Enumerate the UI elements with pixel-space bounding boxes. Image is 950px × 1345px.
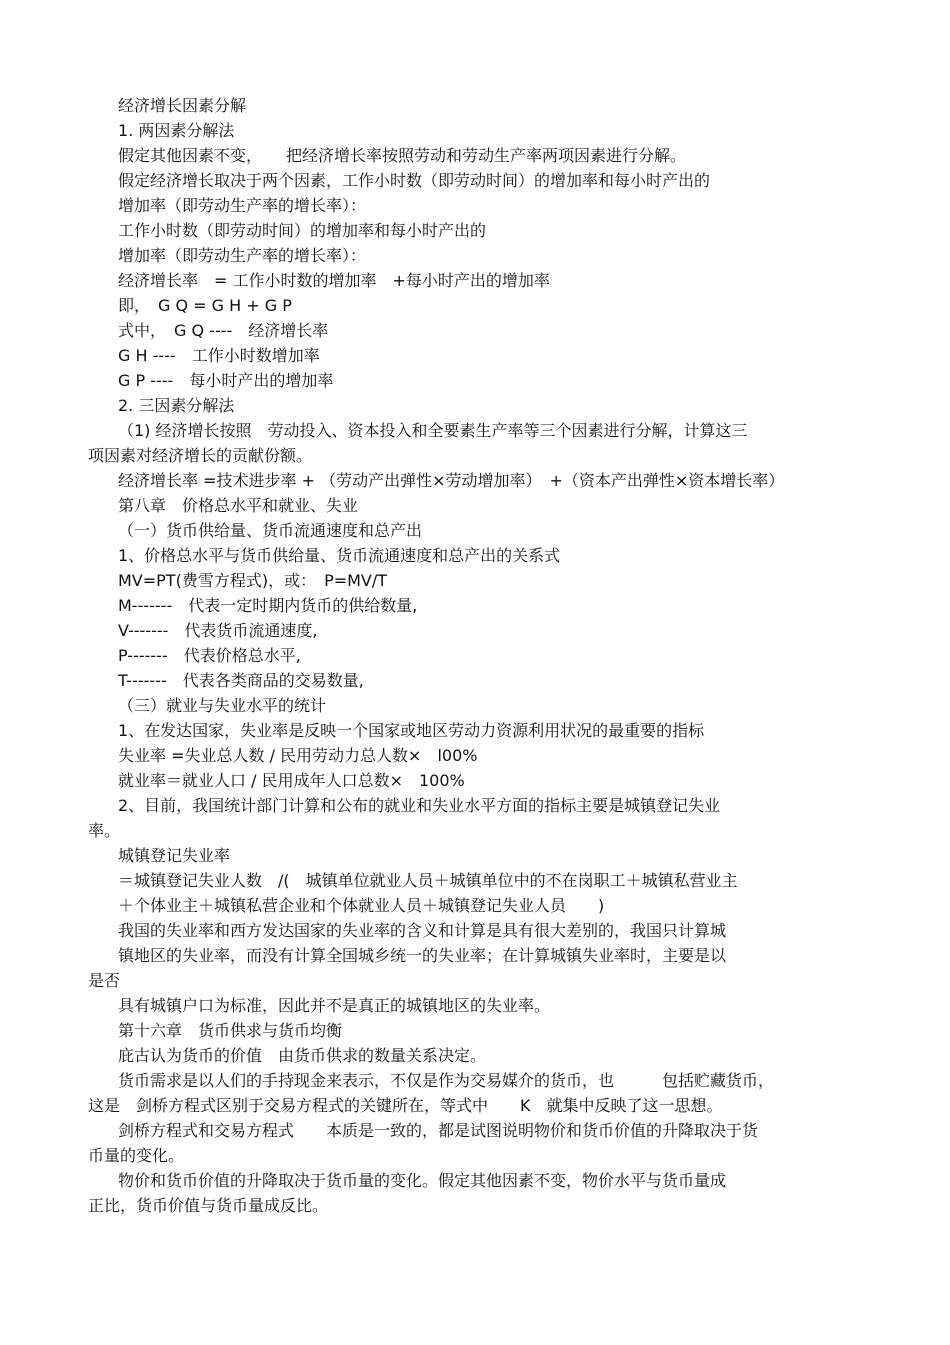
text-line: 1、在发达国家，失业率是反映一个国家或地区劳动力资源利用状况的最重要的指标: [118, 721, 705, 740]
text-line: 增加率（即劳动生产率的增长率）：: [118, 196, 367, 215]
definition-line: T------- 代表各类商品的交易数量,: [118, 671, 364, 690]
formula-line: 经济增长率 =技术进步率 + （劳动产出弹性×劳动增加率） +（资本产出弹性×资本增长率）: [118, 471, 785, 490]
text-line: 币量的变化。: [88, 1146, 185, 1165]
formula-line: ＋个体业主＋城镇私营企业和个体就业人员＋城镇登记失业人员 ): [118, 896, 605, 915]
text-line: 我国的失业率和西方发达国家的失业率的含义和计算是具有很大差别的，我国只计算城: [118, 921, 727, 940]
definition-line: M------- 代表一定时期内货币的供给数量,: [118, 596, 418, 615]
chapter-heading: 第八章 价格总水平和就业、失业: [118, 496, 359, 515]
formula-line: ＝城镇登记失业人数 /( 城镇单位就业人员＋城镇单位中的不在岗职工＋城镇私营业主: [118, 871, 738, 890]
text-line: 项因素对经济增长的贡献份额。: [88, 446, 313, 465]
definition-line: G H ---- 工作小时数增加率: [118, 346, 320, 365]
chapter-heading: 第十六章 货币供求与货币均衡: [118, 1021, 343, 1040]
text-line: 假定经济增长取决于两个因素，工作小时数（即劳动时间）的增加率和每小时产出的: [118, 171, 711, 190]
text-line: 增加率（即劳动生产率的增长率）：: [118, 246, 367, 265]
formula-line: 就业率＝就业人口 / 民用成年人口总数× 100%: [118, 771, 465, 790]
subsection-heading: 1. 两因素分解法: [118, 121, 235, 140]
text-line: 货币需求是以人们的手持现金来表示，不仅是作为交易媒介的货币，也 包括贮藏货币，: [118, 1071, 775, 1090]
text-line: 城镇登记失业率: [118, 846, 231, 865]
text-line: （1) 经济增长按照 劳动投入、资本投入和全要素生产率等三个因素进行分解，计算这三: [118, 421, 748, 440]
section-heading: 经济增长因素分解: [118, 96, 247, 115]
text-line: 剑桥方程式和交易方程式 本质是一致的，都是试图说明物价和货币价值的升降取决于货: [118, 1121, 759, 1140]
text-line: 2、目前，我国统计部门计算和公布的就业和失业水平方面的指标主要是城镇登记失业: [118, 796, 721, 815]
text-line: 庇古认为货币的价值 由货币供求的数量关系决定。: [118, 1046, 487, 1065]
subsection-heading: （一）货币供给量、货币流通速度和总产出: [118, 521, 423, 540]
formula-line: 经济增长率 = 工作小时数的增加率 +每小时产出的增加率: [118, 271, 550, 290]
definition-line: V------- 代表货币流通速度,: [118, 621, 318, 640]
text-line: 具有城镇户口为标准，因此并不是真正的城镇地区的失业率。: [118, 996, 551, 1015]
text-line: 这是 剑桥方程式区别于交易方程式的关键所在，等式中 K 就集中反映了这一思想。: [88, 1096, 723, 1115]
text-line: 率。: [88, 821, 121, 840]
text-line: 工作小时数（即劳动时间）的增加率和每小时产出的: [118, 221, 487, 240]
text-line: 1、价格总水平与货币供给量、货币流通速度和总产出的关系式: [118, 546, 561, 565]
formula-line: 即， G Q = G H + G P: [118, 296, 292, 315]
definition-line: 式中， G Q ---- 经济增长率: [118, 321, 329, 340]
formula-line: 失业率 =失业总人数 / 民用劳动力总人数× l00%: [118, 746, 478, 765]
text-line: 正比，货币价值与货币量成反比。: [88, 1196, 329, 1215]
formula-line: MV=PT(费雪方程式)，或： P=MV/T: [118, 571, 388, 590]
subsection-heading: （三）就业与失业水平的统计: [118, 696, 327, 715]
definition-line: G P ---- 每小时产出的增加率: [118, 371, 334, 390]
subsection-heading: 2. 三因素分解法: [118, 396, 235, 415]
text-line: 镇地区的失业率，而没有计算全国城乡统一的失业率；在计算城镇失业率时，主要是以: [118, 946, 727, 965]
definition-line: P------- 代表价格总水平,: [118, 646, 301, 665]
text-line: 是否: [88, 971, 121, 990]
text-line: 假定其他因素不变， 把经济增长率按照劳动和劳动生产率两项因素进行分解。: [118, 146, 687, 165]
text-line: 物价和货币价值的升降取决于货币量的变化。假定其他因素不变，物价水平与货币量成: [118, 1171, 727, 1190]
